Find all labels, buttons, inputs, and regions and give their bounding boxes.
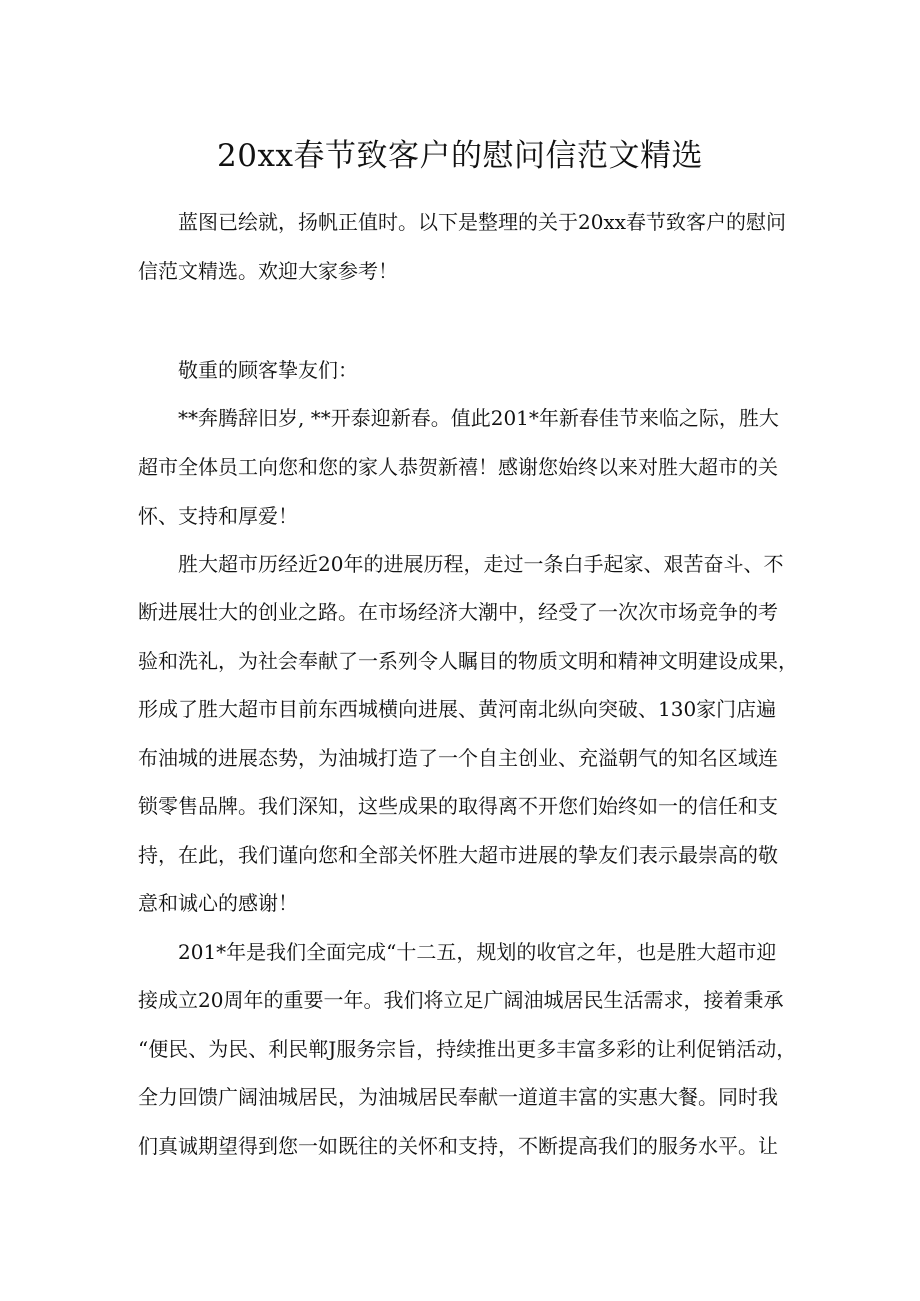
paragraph-3-line-1: 201*年是我们全面完成“十二五，规划的收官之年，也是胜大超市迎 [178, 940, 777, 964]
paragraph-3-line-2: 接成立20周年的重要一年。我们将立足广阔油城居民生活需求，接着秉承 [138, 988, 784, 1012]
paragraph-2-line-3: 验和洗礼，为社会奉献了一系列令人瞩目的物质文明和精神文明建设成果， [138, 649, 798, 673]
paragraph-2-line-7: 持，在此，我们谨向您和全部关怀胜大超市进展的挚友们表示最崇高的敬 [138, 843, 778, 867]
paragraph-2-line-1: 胜大超市历经近20年的进展历程，走过一条白手起家、艰苦奋斗、不 [178, 552, 784, 576]
paragraph-2-line-4: 形成了胜大超市目前东西城横向进展、黄河南北纵向突破、130家门店遍 [138, 697, 777, 721]
paragraph-3-line-4: 全力回馈广阔油城居民，为油城居民奉献一道道丰富的实惠大餐。同时我 [138, 1085, 778, 1109]
paragraph-2-line-2: 断进展壮大的创业之路。在市场经济大潮中，经受了一次次市场竞争的考 [138, 600, 778, 624]
paragraph-1-line-1: **奔腾辞旧岁, **开泰迎新春。值此201*年新春佳节来临之际，胜大 [178, 406, 779, 430]
paragraph-2-line-8: 意和诚心的感谢！ [138, 891, 298, 915]
salutation: 敬重的顾客挚友们： [178, 358, 358, 382]
intro-line-2: 信范文精选。欢迎大家参考！ [138, 259, 398, 283]
paragraph-3-line-3: “便民、为民、利民郸J服务宗旨，持续推出更多丰富多彩的让利促销活动， [138, 1037, 797, 1061]
paragraph-3-line-5: 们真诚期望得到您一如既往的关怀和支持，不断提高我们的服务水平。让 [138, 1134, 778, 1158]
document-title: 20xx春节致客户的慰问信范文精选 [217, 138, 703, 174]
paragraph-1-line-2: 超市全体员工向您和您的家人恭贺新禧！感谢您始终以来对胜大超市的关 [138, 455, 778, 479]
paragraph-2-line-6: 锁零售品牌。我们深知，这些成果的取得离不开您们始终如一的信任和支 [138, 794, 778, 818]
paragraph-2-line-5: 布油城的进展态势，为油城打造了一个自主创业、充溢朝气的知名区域连 [138, 746, 778, 770]
intro-line-1: 蓝图已绘就，扬帆正值时。以下是整理的关于20xx春节致客户的慰问 [178, 210, 787, 234]
paragraph-1-line-3: 怀、支持和厚爱！ [138, 504, 298, 528]
